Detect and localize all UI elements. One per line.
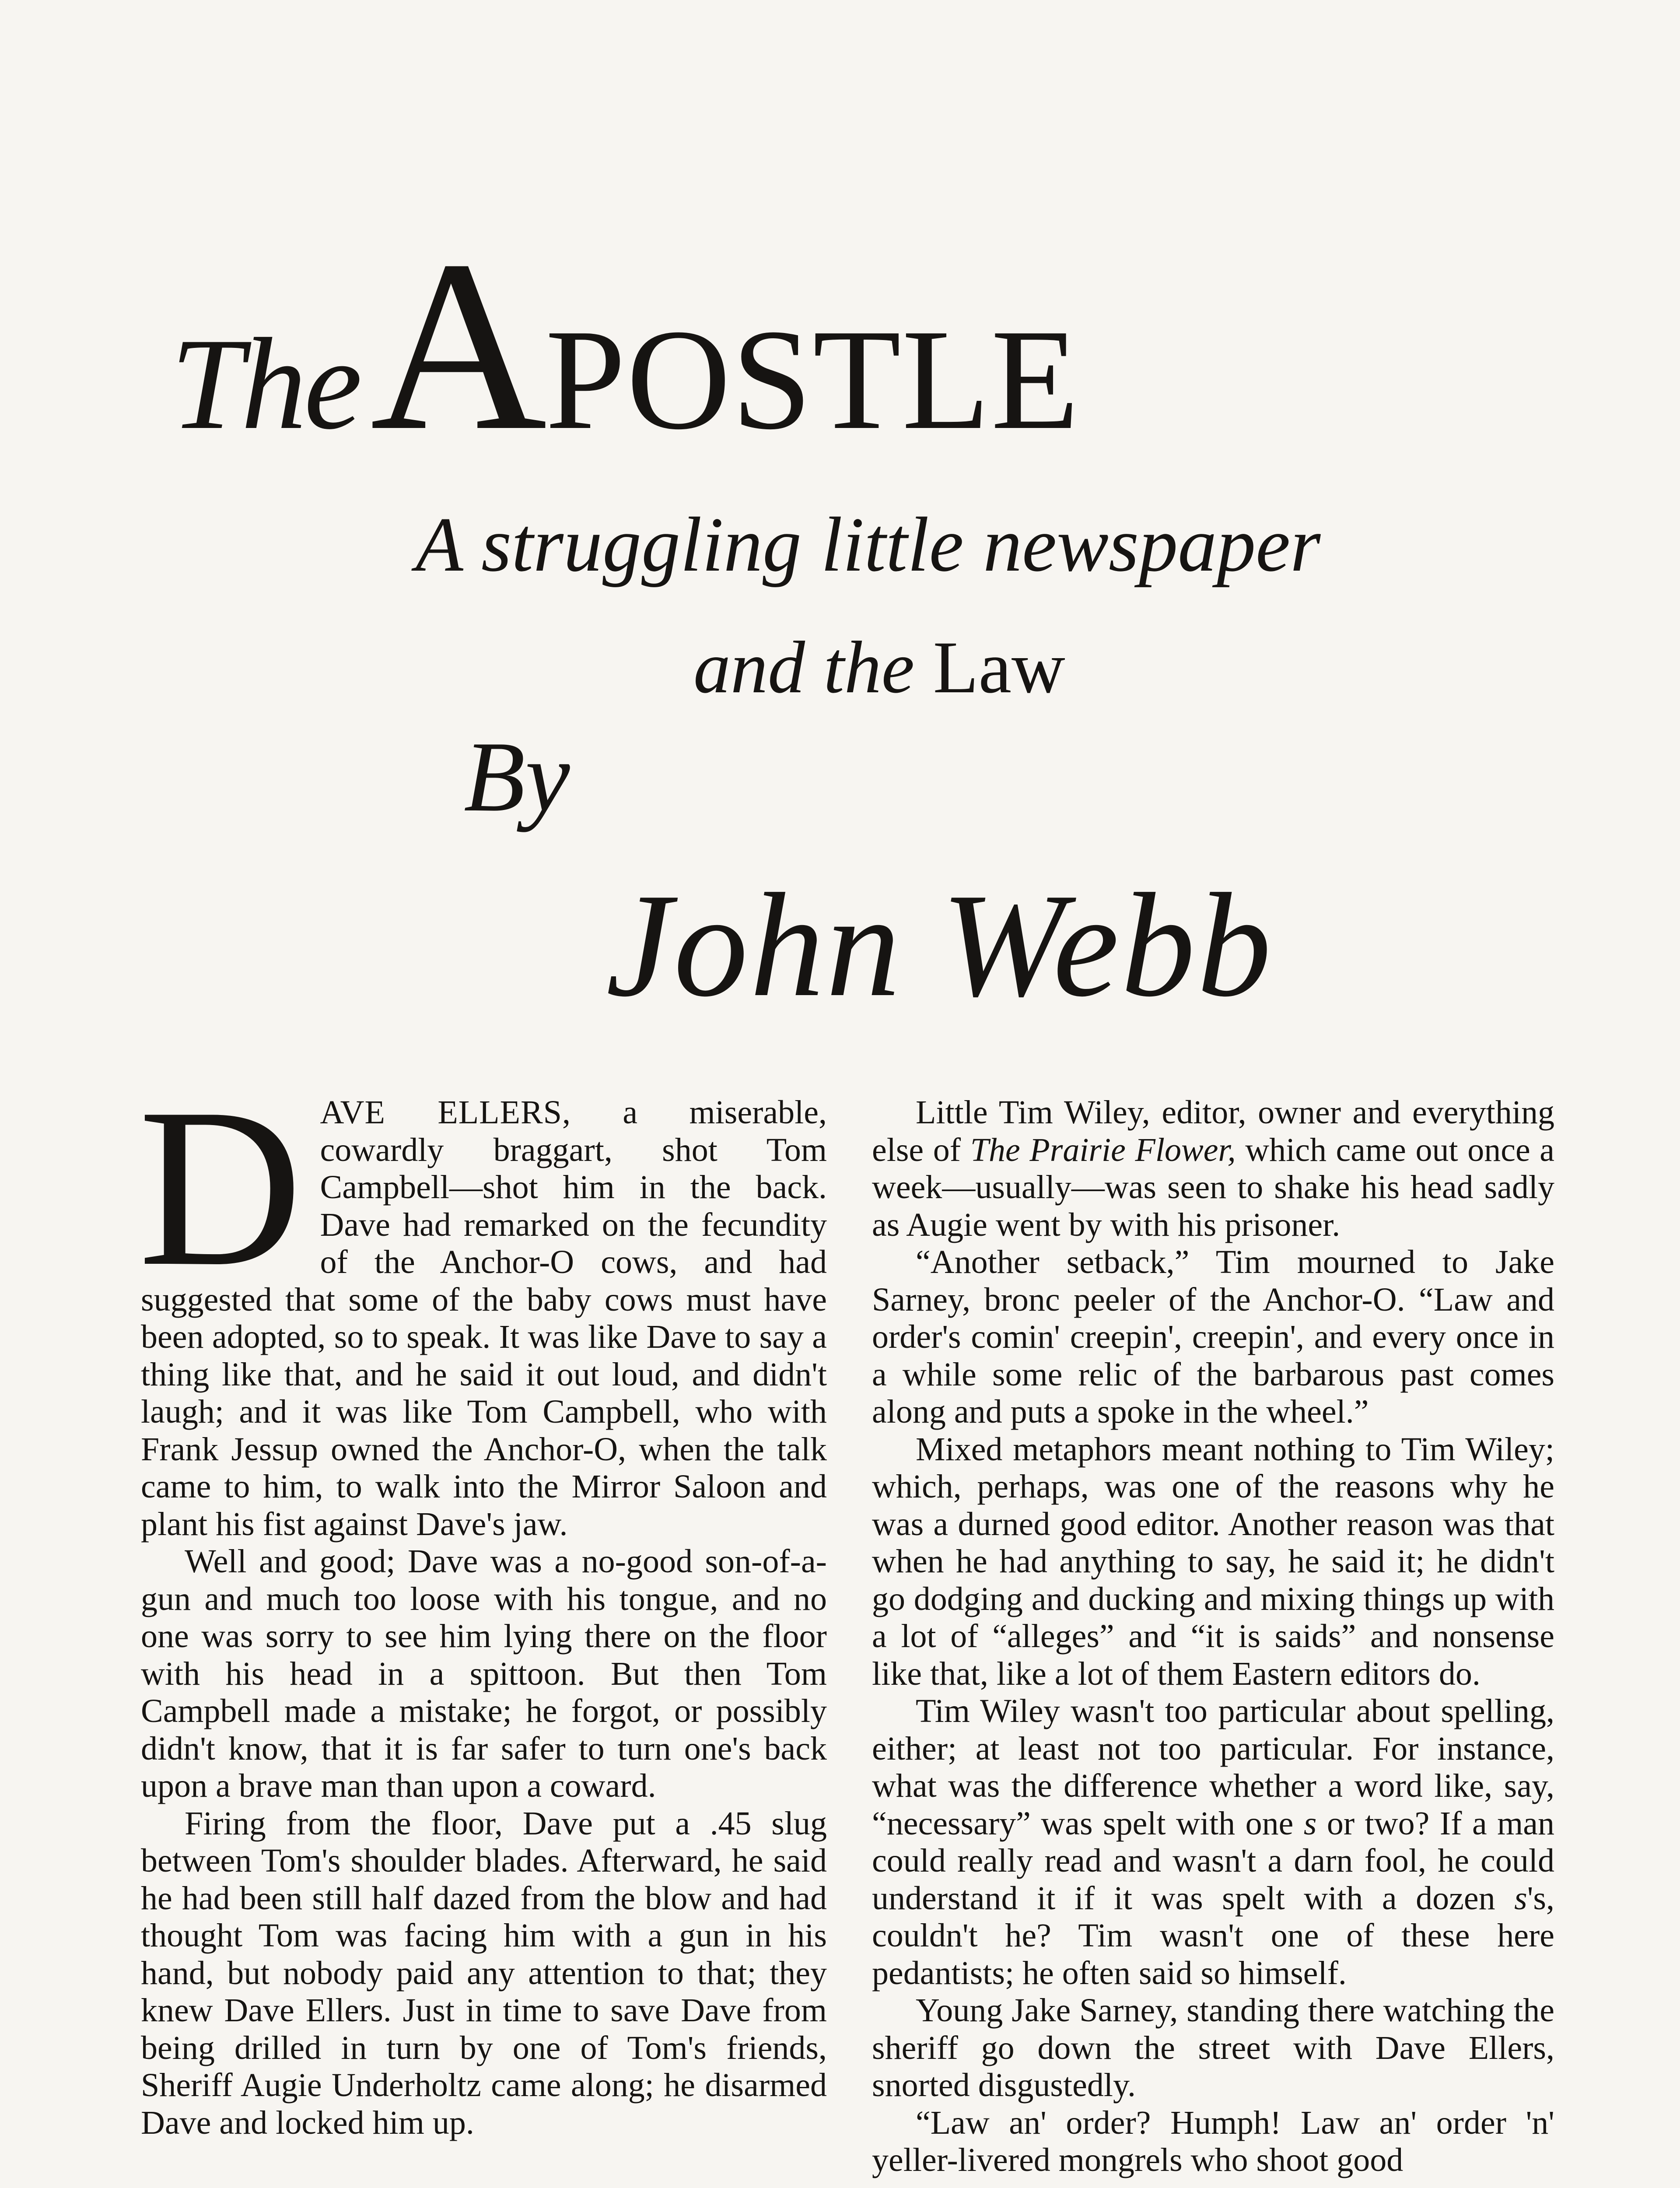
italic-letter: s [1514, 1879, 1527, 1917]
byline-by: By [464, 721, 570, 832]
paragraph-text: a miserable, cowardly braggart, shot Tom Campbell—shot him in the back. Dave had remarked on the fecundity of the Anchor-O cows, and had suggested that some of the baby cows must have been adopted, so to speak. It was like Dave to say a thing like that, and he said it out loud, and didn't laugh; and it was like Tom Campbell, who with Frank Jessup owned the Anchor-O, when the talk came to him, to walk into the Mirror Saloon and plant his fist against Dave's jaw. [141, 1094, 827, 1543]
paragraph [872, 1094, 1554, 1244]
newspaper-title: The Prairie Flower, [970, 1131, 1236, 1168]
paragraph: “Another setback,” Tim mourned to Jake Sarney, bronc peeler of the Anchor-O. “Law and order's comin' creepin', creepin', and every once in a while some relic of the barbarous past comes along and puts a spoke in the wheel.” [872, 1244, 1554, 1430]
subtitle-italic: and the [693, 626, 915, 708]
paragraph: Mixed metaphors meant nothing to Tim Wiley; which, perhaps, was one of the reasons why he was a durned good editor. Another reason was that when he had anything to say, he said it; he didn't go dodging and ducking and mixing things up with a lot of “alleges” and “it is saids” and nonsense like that, like a lot of them Eastern editors do. [872, 1431, 1554, 1692]
paragraph [138, 1062, 827, 1543]
paragraph: “Law an' order? Humph! Law an' order 'n' yeller-livered mongrels who shoot good [872, 2104, 1554, 2178]
drop-cap: D [138, 1062, 303, 1313]
title-prefix: The [171, 311, 360, 456]
left-column [138, 1062, 827, 2142]
paragraph-text: Tim Wiley wasn't too particular about spelling, either; at least not too particular. For instance, what was the difference whether a word like, say, “necessary” was spelt with one [872, 1693, 1554, 1842]
author-name: John Webb [606, 863, 1273, 1027]
paragraph-text: 's, couldn't he? Tim wasn't one of these here pedantists; he often said so himself. [872, 1879, 1554, 1992]
opening-words: AVE ELLERS, [320, 1094, 571, 1131]
paragraph-text: which came out once a week—usually—was seen to shake his head sadly as Augie went by with his prisoner. [872, 1131, 1555, 1243]
paragraph: Well and good; Dave was a no-good son-of-a-gun and much too loose with his tongue, and no one was sorry to see him lying there on the floor with his head in a spittoon. But then Tom Campbell made a mistake; he forgot, or possibly didn't know, that it is far safer to turn one's back upon a brave man than upon a coward. [141, 1543, 827, 1804]
paragraph: Firing from the floor, Dave put a .45 slug between Tom's shoulder blades. Afterward, he said he had been still half dazed from the blow and had thought Tom was facing him with a gun in his hand, but nobody paid any attention to that; they knew Dave Ellers. Just in time to save Dave from being drilled in turn by one of Tom's friends, Sheriff Augie Underholtz came along; he disarmed Dave and locked him up. [141, 1805, 827, 2141]
paragraph-text: or two? If a man could really read and wasn't a darn fool, he could understand it if it was spelt with a dozen [872, 1805, 1554, 1917]
right-column [872, 1094, 1554, 2179]
subtitle-line-2 [693, 626, 1065, 708]
paragraph [872, 1693, 1554, 1992]
title-initial: A [370, 210, 546, 481]
title-rest: POSTLE [545, 300, 1080, 459]
subtitle-line-1: A struggling little newspaper [416, 501, 1321, 588]
paragraph-text: Little Tim Wiley, editor, owner and everything else of [872, 1094, 1554, 1168]
subtitle-roman: Law [933, 626, 1065, 708]
italic-letter: s [1303, 1805, 1317, 1842]
paragraph: Young Jake Sarney, standing there watching the sheriff go down the street with Dave Ellers, snorted disgustedly. [872, 1992, 1554, 2104]
article-title [171, 210, 1080, 481]
